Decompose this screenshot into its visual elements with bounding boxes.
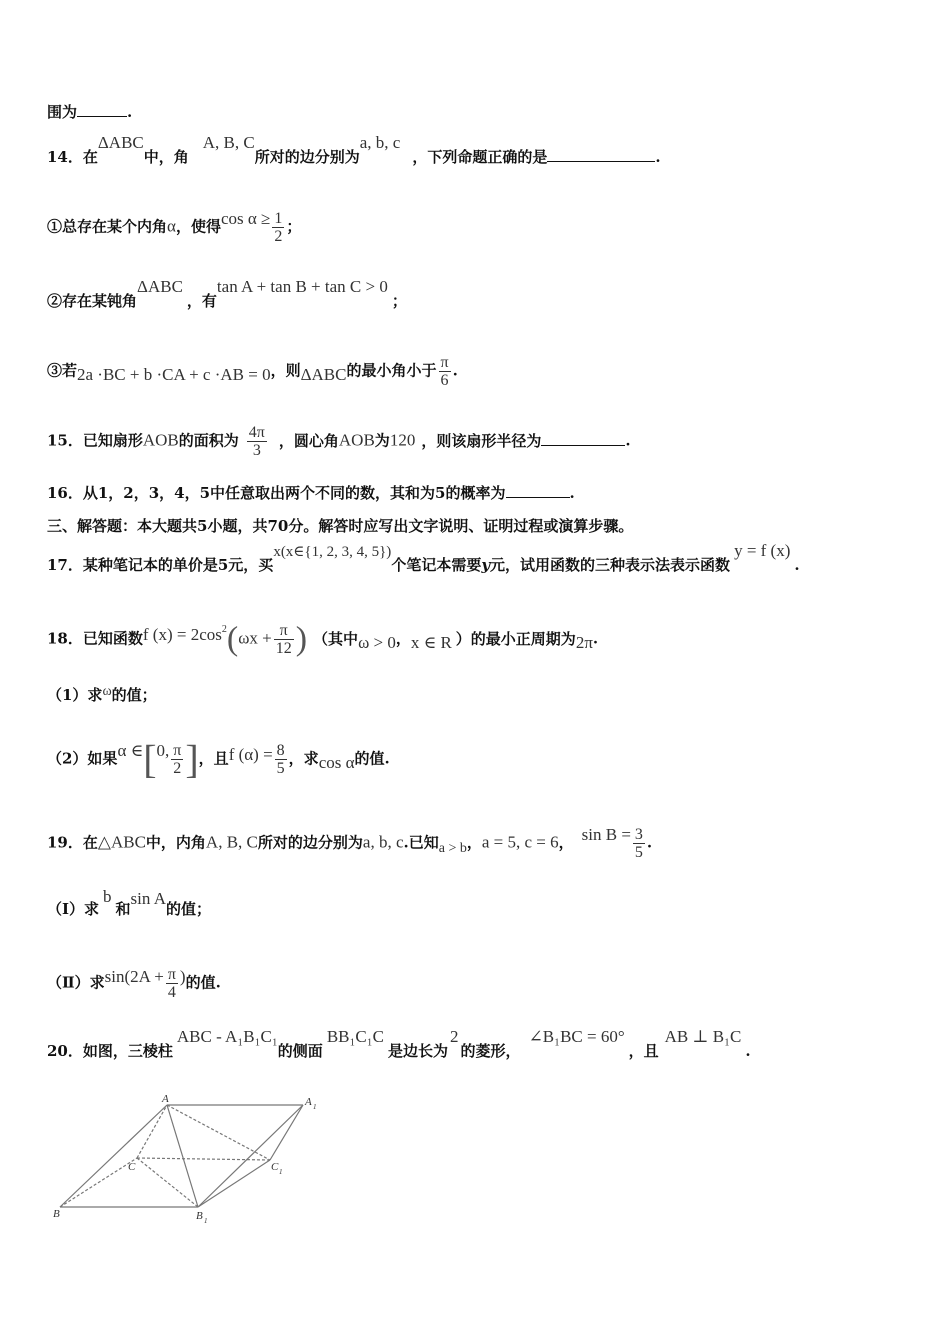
fraction-pi-2: $\frac{\pi}{2}$ xyxy=(173,742,182,777)
fraction-4pi-3: $\frac{4\pi}{3}$ xyxy=(248,424,265,459)
fraction-pi-4: $\frac{\pi}{4}$ xyxy=(167,966,176,1001)
answer-blank xyxy=(541,431,625,446)
question-16: 16．从1，2，3，4，5中任意取出两个不同的数，其和为5的概率为 . xyxy=(47,484,575,502)
answer-blank xyxy=(77,102,127,117)
function-def: f (x) = 2cos xyxy=(142,624,222,644)
label-b1-sub: 1 xyxy=(204,1217,208,1225)
triangle-abc: ΔABC xyxy=(97,133,144,152)
sides-abc: a, b, c xyxy=(359,133,401,152)
fraction-1-2: $\frac{1}{2}$ xyxy=(274,210,283,245)
label-b1: B xyxy=(196,1210,203,1222)
question-15: 15．已知扇形AOB的面积为 $\frac{4\pi}{3}$ ，圆心角AOB为120 ，则该扇形半径为 . xyxy=(47,424,631,459)
question-14: 14．在ΔABC中，角A, B, C所对的边分别为a, b, c，下列命题正确的是 . xyxy=(47,133,661,166)
section-header-3: 三、解答题：本大题共5小题，共70分。解答时应写出文字说明、证明过程或演算步骤。 xyxy=(47,517,634,535)
label-a1: A xyxy=(305,1096,312,1108)
label-c: C xyxy=(128,1161,136,1173)
edge-c-a-hidden xyxy=(137,1105,167,1158)
set-expr: x(x∈{1, 2, 3, 4, 5}) xyxy=(273,544,392,560)
proposition-1: ①总存在某个内角α，使得cos α ≥ $\frac{1}{2}$ ； xyxy=(47,208,302,245)
edge-b1-a1 xyxy=(198,1105,303,1207)
label-b: B xyxy=(53,1208,60,1220)
label-c1: C xyxy=(271,1161,279,1173)
edge-a-b1 xyxy=(167,1105,198,1207)
vector-expr: 2a ·BC + b ·CA + c ·AB = 0 xyxy=(77,364,271,384)
angles-abc: A, B, C xyxy=(202,133,255,152)
prism-figure xyxy=(50,1090,330,1225)
fraction-3-5: $\frac{3}{5}$ xyxy=(634,826,643,861)
label-a1-sub: 1 xyxy=(313,1103,317,1111)
question-19-part-2: （Ⅱ）求sin(2A + $\frac{\pi}{4}$ )的值. xyxy=(47,966,221,1001)
proposition-2: ②存在某钝角ΔABC，有tan A + tan B + tan C > 0； xyxy=(47,277,407,310)
edge-c-c1-hidden xyxy=(137,1158,270,1160)
tan-sum-expr: tan A + tan B + tan C > 0 xyxy=(216,277,388,296)
question-18-part-1: （1）求ω的值； xyxy=(47,684,157,704)
fraction-pi-12: $\frac{\pi}{12}$ xyxy=(275,622,292,657)
question-18: 18．已知函数f $(x) = 2\cos^2(\omega x$ + $\frac{\pi}{12}$ ) （其中ω > 0，x ∈ R ）的最小正周期为2π. xyxy=(47,620,599,658)
fraction-pi-6: $\frac{\pi}{6}$ xyxy=(440,354,449,389)
question-20: 20．如图，三棱柱ABC - A₁B₁C₁的侧面BB₁C₁C是边长为2的菱形，∠B₁BC = 60°，且AB ⊥ B₁C. xyxy=(47,1027,751,1060)
fraction-8-5: $\frac{8}{5}$ xyxy=(276,742,285,777)
question-19-part-1: （Ⅰ）求b和sin A的值； xyxy=(47,887,211,918)
prism-name: ABC - A₁B₁C₁ xyxy=(176,1027,278,1046)
edge-a-b xyxy=(60,1105,167,1207)
question-18-part-2: （2）如果α ∈[0, $\frac{\pi}{2}$ ]，且f (α) = $\frac{8}{5}$ ，求cos α的值. xyxy=(47,736,390,782)
edge-b1-c1 xyxy=(198,1160,270,1207)
function-y-fx: y = f (x) xyxy=(734,541,791,560)
proposition-3: ③若2a ·BC + b ·CA + c ·AB = 0，则ΔABC的最小角小于 $\frac{\pi}{6}$ . xyxy=(47,354,458,389)
question-19: 19．在△ABC中，内角A, B, C所对的边分别为a, b, c.已知a > b，a = 5, c = 6， sin B = $\frac{3}{5}$ . xyxy=(47,824,653,861)
line-top-end: . xyxy=(127,103,133,121)
line-top xyxy=(47,101,132,123)
edge-c-b1-hidden xyxy=(137,1158,198,1207)
label-c1-sub: 1 xyxy=(279,1168,283,1176)
answer-blank xyxy=(506,483,570,498)
question-17: 17．某种笔记本的单价是5元，买x(x∈{1, 2, 3, 4, 5})个笔记本需要y元，试用函数的三种表示法表示函数y = f (x). xyxy=(47,541,800,574)
label-a: A xyxy=(162,1093,169,1105)
answer-blank xyxy=(547,147,655,162)
line-top-text: 围为 xyxy=(47,103,78,121)
edge-b-c-hidden xyxy=(60,1158,137,1207)
